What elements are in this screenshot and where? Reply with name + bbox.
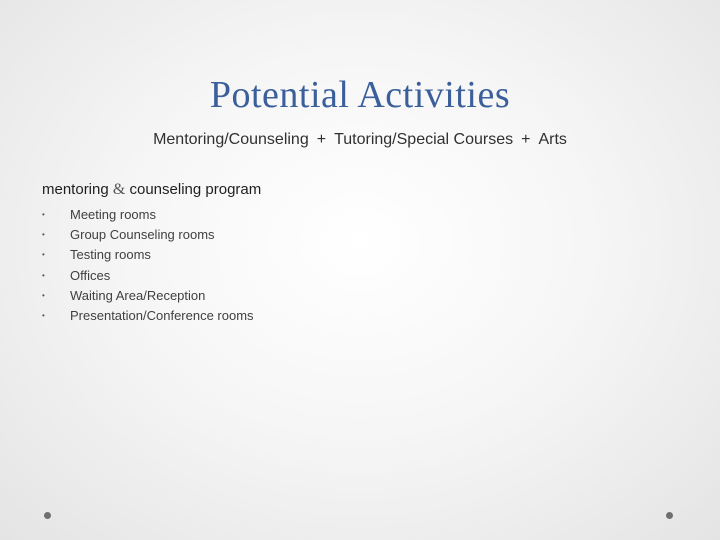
activity-list <box>42 204 254 326</box>
ampersand: & <box>112 181 126 198</box>
bullet-icon: • <box>42 250 45 260</box>
program-heading-word1: mentoring <box>42 181 109 198</box>
bullet-icon: • <box>42 209 45 219</box>
plus-separator: + <box>316 131 327 148</box>
corner-dot-icon-right <box>666 512 673 519</box>
slide-subtitle <box>0 131 720 149</box>
list-item-label: Meeting rooms <box>70 206 156 222</box>
list-item <box>42 224 254 244</box>
subtitle-tutoring: Tutoring/Special Courses <box>334 131 514 148</box>
list-item <box>42 245 254 265</box>
list-item-label: Testing rooms <box>70 247 151 263</box>
list-item-label: Group Counseling rooms <box>70 226 215 242</box>
program-heading <box>42 181 261 199</box>
bullet-icon: • <box>42 229 45 239</box>
bullet-icon: • <box>42 290 45 300</box>
slide-title: Potential Activities <box>209 74 511 116</box>
list-item <box>42 204 254 224</box>
subtitle-mentoring: Mentoring/Counseling <box>153 131 309 148</box>
list-item-label: Offices <box>70 267 111 283</box>
list-item <box>42 285 254 305</box>
program-heading-word2: counseling program <box>129 181 262 198</box>
list-item-label: Waiting Area/Reception <box>70 287 206 303</box>
bullet-icon: • <box>42 270 45 280</box>
list-item <box>42 305 254 325</box>
bullet-icon: • <box>42 311 45 321</box>
subtitle-arts: Arts <box>538 131 567 148</box>
list-item-label: Presentation/Conference rooms <box>70 308 254 324</box>
list-item <box>42 265 254 285</box>
corner-dot-icon-left <box>44 512 51 519</box>
plus-separator: + <box>521 131 531 148</box>
